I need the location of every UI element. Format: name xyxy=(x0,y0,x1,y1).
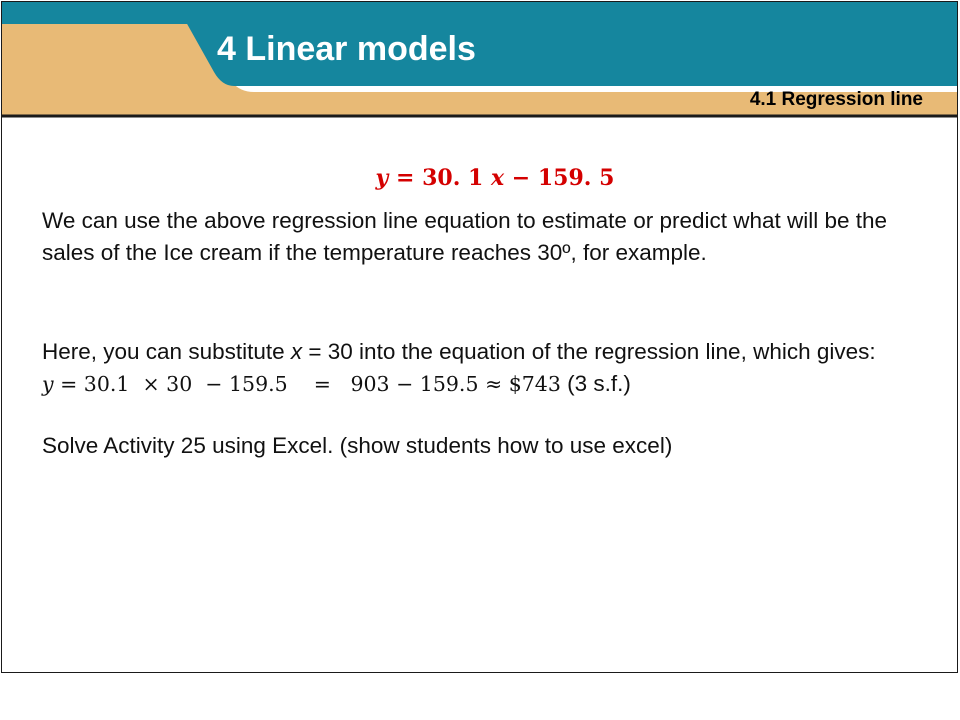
paragraph-activity: Solve Activity 25 using Excel. (show students how to use excel) xyxy=(42,433,673,458)
substitution-after-x: = 30 into the equation of the regression line, which gives: xyxy=(302,339,876,364)
regression-equation xyxy=(0,167,960,189)
equation-var-x: x xyxy=(491,165,505,191)
substitution-suffix: (3 s.f.) xyxy=(560,371,631,396)
substitution-prefix: Here, you can substitute xyxy=(42,339,291,364)
equation-middle: = 30. 1 xyxy=(388,165,491,191)
math-calculation: = 30.1 × 30 − 159.5 = 903 − 159.5 ≈ $743 xyxy=(53,372,561,396)
paragraph-substitution xyxy=(42,336,932,400)
equation-var-y: y xyxy=(375,165,389,191)
section-subtitle: 4.1 Regression line xyxy=(749,89,923,110)
equation-end: − 159. 5 xyxy=(504,165,615,191)
substitution-math xyxy=(42,372,561,396)
substitution-var-x: x xyxy=(290,339,303,364)
paragraph-prediction: We can use the above regression line equation to estimate or predict what will be the sales of the Ice cream if the temperature reaches 30º, for example. xyxy=(42,208,888,265)
slide-title: 4 Linear models xyxy=(217,30,476,68)
math-var-y: y xyxy=(42,372,54,396)
